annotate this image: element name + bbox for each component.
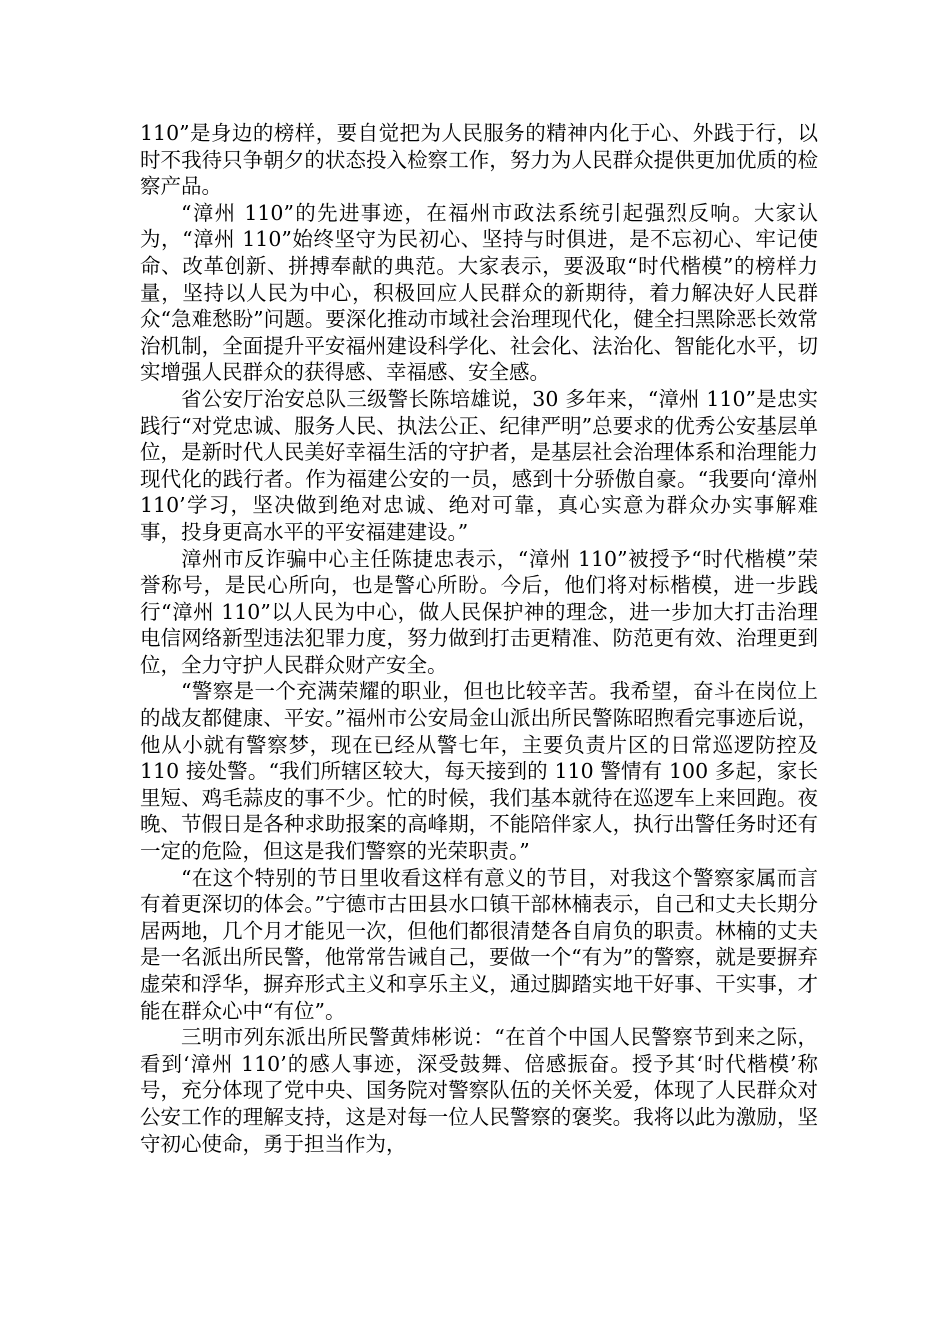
paragraph-huang-weibin: 三明市列东派出所民警黄炜彬说：“在首个中国人民警察节到来之际，看到‘漳州 110’的感人事迹，深受鼓舞、倍感振奋。授予其‘时代楷模’称号，充分体现了党中央、国务院对警察队伍的关怀关爱，体现了人民群众对公安工作的理解支持，这是对每一位人民警察的褒奖。我将以此为激励，坚守初心使命，勇于担当作为， <box>140 1025 818 1156</box>
paragraph-fuzhou-reaction: “漳州 110”的先进事迹，在福州市政法系统引起强烈反响。大家认为，“漳州 110”始终坚守为民初心、坚持与时俱进，是不忘初心、牢记使命、改革创新、拼搏奉献的典范。大家表示，要汲取“时代楷模”的榜样力量，坚持以人民为中心，积极回应人民群众的新期待，着力解决好人民群众“急难愁盼”问题。要深化推动市域社会治理现代化，健全扫黑除恶长效常治机制，全面提升平安福州建设科学化、社会化、法治化、智能化水平，切实增强人民群众的获得感、幸福感、安全感。 <box>140 200 818 385</box>
document-body <box>140 120 818 1157</box>
paragraph-lin-nan: “在这个特别的节日里收看这样有意义的节目，对我这个警察家属而言有着更深切的体会。”宁德市古田县水口镇干部林楠表示，自己和丈夫长期分居两地，几个月才能见一次，但他们都很清楚各自肩负的职责。林楠的丈夫是一名派出所民警，他常常告诫自己，要做一个“有为”的警察，就是要摒弃虚荣和浮华，摒弃形式主义和享乐主义，通过脚踏实地干好事、干实事，才能在群众心中“有位”。 <box>140 865 818 1023</box>
paragraph-chen-zhaoxu: “警察是一个充满荣耀的职业，但也比较辛苦。我希望，奋斗在岗位上的战友都健康、平安。”福州市公安局金山派出所民警陈昭煦看完事迹后说，他从小就有警察梦，现在已经从警七年，主要负责片区的日常巡逻防控及 110 接处警。“我们所辖区较大，每天接到的 110 警情有 100 多起，家长里短、鸡毛蒜皮的事不少。忙的时候，我们基本就待在巡逻车上来回跑。夜晚、节假日是各种求助报案的高峰期，不能陪伴家人，执行出警任务时还有一定的危险，但这是我们警察的光荣职责。” <box>140 679 818 864</box>
paragraph-chen-jiezhong: 漳州市反诈骗中心主任陈捷忠表示，“漳州 110”被授予“时代楷模”荣誉称号，是民心所向，也是警心所盼。今后，他们将对标楷模，进一步践行“漳州 110”以人民为中心，做人民保护神的理念，进一步加大打击治理电信网络新型违法犯罪力度，努力做到打击更精准、防范更有效、治理更到位，全力守护人民群众财产安全。 <box>140 546 818 677</box>
paragraph-chen-peixiong: 省公安厅治安总队三级警长陈培雄说，30 多年来，“漳州 110”是忠实践行“对党忠诚、服务人民、执法公正、纪律严明”总要求的优秀公安基层单位，是新时代人民美好幸福生活的守护者，是基层社会治理体系和治理能力现代化的践行者。作为福建公安的一员，感到十分骄傲自豪。“我要向‘漳州 110’学习，坚决做到绝对忠诚、绝对可靠，真心实意为群众办实事解难事，投身更高水平的平安福建建设。” <box>140 386 818 544</box>
paragraph-continuation: 110”是身边的榜样，要自觉把为人民服务的精神内化于心、外践于行，以时不我待只争朝夕的状态投入检察工作，努力为人民群众提供更加优质的检察产品。 <box>140 121 818 199</box>
